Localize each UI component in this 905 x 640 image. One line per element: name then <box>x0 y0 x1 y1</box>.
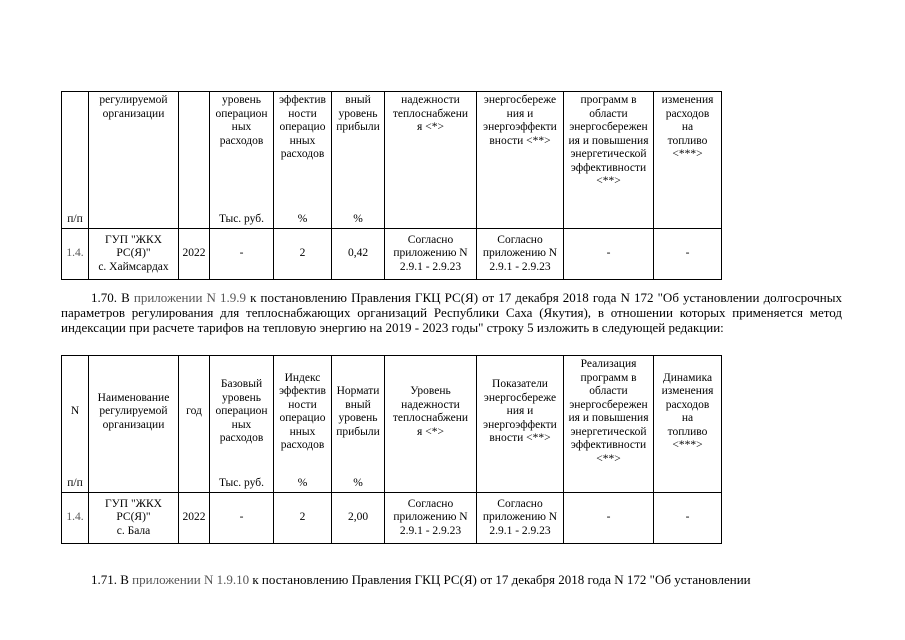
header-cell: Нормати вный уровень прибыли <box>332 356 385 469</box>
header-cell: уровень операцион ных расходов <box>210 92 274 205</box>
header-cell <box>62 92 89 205</box>
unit-cell <box>89 204 179 229</box>
header-cell: надежности теплоснабжени я <*> <box>385 92 477 205</box>
parameters-table-1 <box>61 91 722 280</box>
unit-cell: % <box>332 204 385 229</box>
organization-name: ГУП "ЖКХ РС(Я)" с. Хаймсардах <box>89 229 179 280</box>
unit-cell: Тыс. руб. <box>210 204 274 229</box>
unit-cell: % <box>332 468 385 493</box>
unit-cell <box>654 204 722 229</box>
header-cell: Показатели энергосбереже ния и энергоэффекти вности <**> <box>477 356 564 469</box>
year-cell: 2022 <box>179 229 210 280</box>
unit-cell: Тыс. руб. <box>210 468 274 493</box>
paragraph-text: к постановлению Правления ГКЦ РС(Я) от 17 декабря 2018 года N 172 "Об установлении долгосрочных параметров регулирования для теплоснабжающих организаций Республики Саха (Якутия), в отношении которых применяется метод индексации при расчете тарифов на тепловую энергию на 2019 - 2023 годы" строку 5 изложить в следующей редакции: <box>61 290 842 335</box>
year-cell: 2022 <box>179 493 210 544</box>
unit-cell <box>477 204 564 229</box>
appendix-link[interactable]: приложении N 1.9.10 <box>132 572 250 587</box>
table-row <box>62 229 722 280</box>
opex-cell: - <box>210 493 274 544</box>
efficiency-index-cell: 2 <box>274 229 332 280</box>
unit-cell <box>564 468 654 493</box>
paragraph-text: 1.71. В <box>91 572 133 587</box>
fuel-dynamics-cell: - <box>654 493 722 544</box>
unit-cell: % <box>274 204 332 229</box>
header-cell: Индекс эффектив ности операцио нных расходов <box>274 356 332 469</box>
header-cell: программ в области энергосбережен ия и повышения энергетической эффективности <**> <box>564 92 654 205</box>
table-units-row <box>62 204 722 229</box>
header-cell: вный уровень прибыли <box>332 92 385 205</box>
header-cell: Базовый уровень операцион ных расходов <box>210 356 274 469</box>
programs-cell: - <box>564 493 654 544</box>
unit-cell: % <box>274 468 332 493</box>
appendix-link[interactable]: приложении N 1.9.9 <box>133 290 246 305</box>
efficiency-index-cell: 2 <box>274 493 332 544</box>
programs-cell: - <box>564 229 654 280</box>
fuel-dynamics-cell: - <box>654 229 722 280</box>
profit-level-cell: 0,42 <box>332 229 385 280</box>
table-header-row <box>62 92 722 205</box>
energy-saving-cell: Согласно приложению N 2.9.1 - 2.9.23 <box>477 229 564 280</box>
header-cell: энергосбереже ния и энергоэффекти вности <**> <box>477 92 564 205</box>
header-cell: Реализация программ в области энергосбережен ия и повышения энергетической эффективности <**> <box>564 356 654 469</box>
row-number: 1.4. <box>62 229 89 280</box>
header-cell <box>179 92 210 205</box>
profit-level-cell: 2,00 <box>332 493 385 544</box>
unit-cell <box>385 468 477 493</box>
header-cell: эффектив ности операцио нных расходов <box>274 92 332 205</box>
unit-cell: п/п <box>62 468 89 493</box>
energy-saving-cell: Согласно приложению N 2.9.1 - 2.9.23 <box>477 493 564 544</box>
unit-cell <box>477 468 564 493</box>
parameters-table-2 <box>61 355 722 544</box>
unit-cell <box>179 204 210 229</box>
header-cell: Динамика изменения расходов на топливо <***> <box>654 356 722 469</box>
header-cell: Наименование регулируемой организации <box>89 356 179 469</box>
unit-cell <box>385 204 477 229</box>
header-cell: Уровень надежности теплоснабжени я <*> <box>385 356 477 469</box>
header-cell: N <box>62 356 89 469</box>
paragraph-1-71 <box>61 572 842 587</box>
row-number: 1.4. <box>62 493 89 544</box>
header-cell: регулируемой организации <box>89 92 179 205</box>
reliability-cell: Согласно приложению N 2.9.1 - 2.9.23 <box>385 493 477 544</box>
table-header-row <box>62 356 722 469</box>
reliability-cell: Согласно приложению N 2.9.1 - 2.9.23 <box>385 229 477 280</box>
unit-cell <box>179 468 210 493</box>
paragraph-1-70 <box>61 290 842 335</box>
organization-name: ГУП "ЖКХ РС(Я)" с. Бала <box>89 493 179 544</box>
table-units-row <box>62 468 722 493</box>
table-row <box>62 493 722 544</box>
unit-cell <box>89 468 179 493</box>
paragraph-text: 1.70. В <box>91 290 134 305</box>
unit-cell: п/п <box>62 204 89 229</box>
unit-cell <box>564 204 654 229</box>
header-cell: изменения расходов на топливо <***> <box>654 92 722 205</box>
unit-cell <box>654 468 722 493</box>
paragraph-text: к постановлению Правления ГКЦ РС(Я) от 17 декабря 2018 года N 172 "Об установлении <box>249 572 751 587</box>
opex-cell: - <box>210 229 274 280</box>
header-cell: год <box>179 356 210 469</box>
